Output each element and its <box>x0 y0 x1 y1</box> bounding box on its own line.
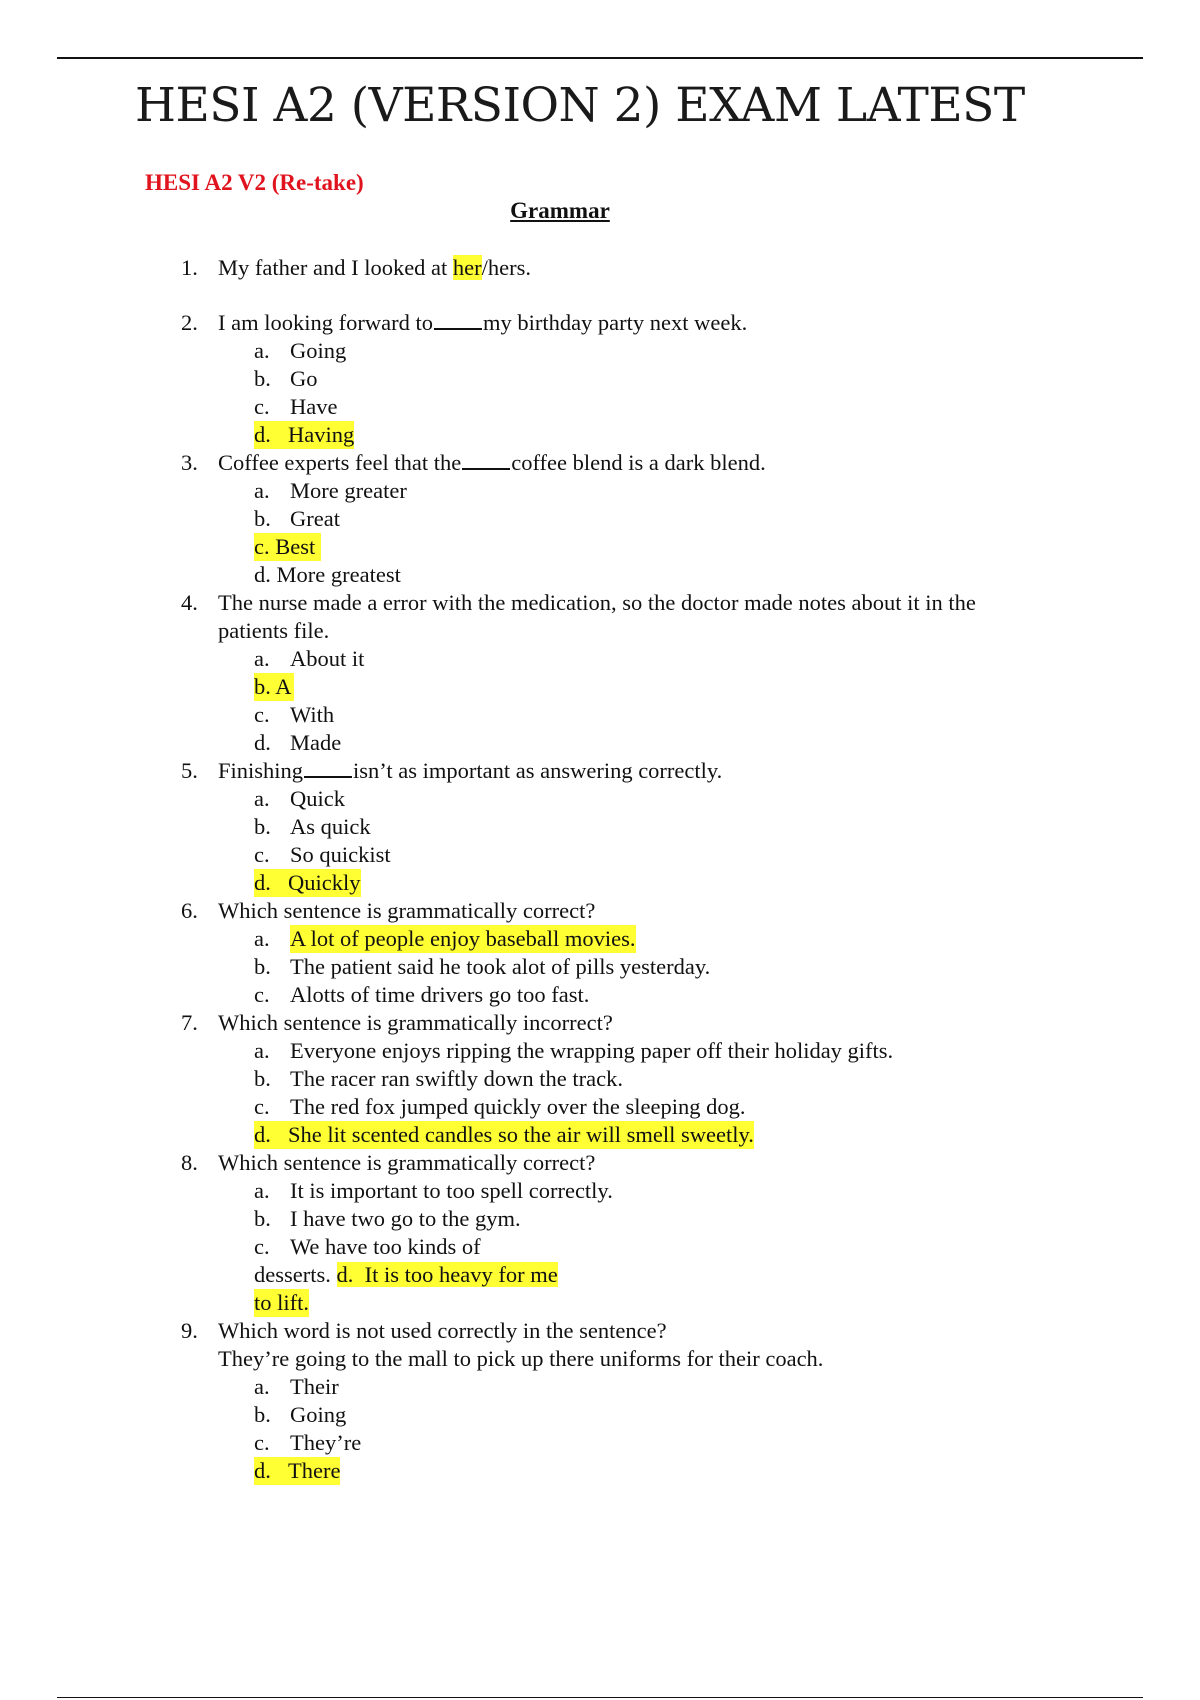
correct-option <box>254 533 321 561</box>
option-text: They’re <box>290 1430 362 1455</box>
question-number: 8. <box>181 1150 198 1175</box>
option-text: Quickly <box>288 870 361 895</box>
option-letter: d. <box>254 869 290 897</box>
option-text: A <box>275 674 292 699</box>
option-letter: a. <box>254 338 270 363</box>
question-text-end: /hers. <box>481 255 532 280</box>
option-letter: c. <box>254 1234 270 1259</box>
option-text: Alotts of time drivers go too fast. <box>290 982 590 1007</box>
option-letter: d. <box>336 1262 354 1287</box>
wrapped-text <box>254 1261 558 1289</box>
section-heading: Grammar <box>510 198 610 223</box>
question-text-end: isn’t as important as answering correctly. <box>353 758 723 783</box>
option-letter: c. <box>254 1094 270 1119</box>
question-number: 6. <box>181 898 198 923</box>
option-text: Going <box>290 338 347 363</box>
question-text-end: my birthday party next week. <box>482 310 748 335</box>
option-text: It is too heavy for me <box>364 1262 558 1287</box>
option-text: The racer ran swiftly down the track. <box>290 1066 623 1091</box>
option-letter: b. <box>254 506 271 531</box>
option-letter: b. <box>254 814 271 839</box>
question-text-start: I am looking forward to <box>218 310 433 335</box>
document-subtitle: HESI A2 V2 (Re-take) <box>145 170 364 195</box>
correct-option <box>254 673 294 701</box>
option-letter: c. <box>254 702 270 727</box>
question-text-end: coffee blend is a dark blend. <box>511 450 766 475</box>
option-text-continued: to lift. <box>254 1290 309 1315</box>
question-number: 1. <box>181 255 198 280</box>
question-number: 7. <box>181 1010 198 1035</box>
option-letter: d. <box>254 730 271 755</box>
option-letter: b. <box>254 954 271 979</box>
option-letter: b. <box>254 1066 271 1091</box>
option-letter: b. <box>254 1206 271 1231</box>
question-text <box>218 449 766 477</box>
question-text: patients file. <box>218 618 330 643</box>
option-letter: a. <box>254 1178 270 1203</box>
option-text: Quick <box>290 786 345 811</box>
option-letter: c. <box>254 842 270 867</box>
option-inline <box>254 561 401 589</box>
question-text <box>218 757 722 785</box>
option-text: Everyone enjoys ripping the wrapping paper off their holiday gifts. <box>290 1038 894 1063</box>
option-letter: b. <box>254 674 271 699</box>
question-text: Which sentence is grammatically incorrect? <box>218 1010 613 1035</box>
option-text: Have <box>290 394 338 419</box>
option-text: More greatest <box>276 562 401 587</box>
option-text: As quick <box>290 814 371 839</box>
option-text: Their <box>290 1374 339 1399</box>
option-text: There <box>288 1458 341 1483</box>
option-letter: d. <box>254 1121 290 1149</box>
option-text: Best <box>275 534 316 559</box>
option-text: It is important to too spell correctly. <box>290 1178 613 1203</box>
option-text: With <box>290 702 335 727</box>
option-letter: a. <box>254 926 270 951</box>
option-letter: d. <box>254 1457 290 1485</box>
option-text: Going <box>290 1402 347 1427</box>
document-title: HESI A2 (VERSION 2) EXAM LATEST <box>135 78 1025 133</box>
option-text: I have two go to the gym. <box>290 1206 521 1231</box>
question-text <box>218 254 531 282</box>
option-letter: a. <box>254 478 270 503</box>
question-text: The nurse made a error with the medication, so the doctor made notes about it in the <box>218 590 976 615</box>
option-letter: a. <box>254 1038 270 1063</box>
question-number: 5. <box>181 758 198 783</box>
option-text: A lot of people enjoy baseball movies. <box>290 926 636 951</box>
question-number: 3. <box>181 450 198 475</box>
question-text <box>218 309 747 337</box>
question-text-start: Finishing <box>218 758 304 783</box>
answer-blank <box>304 758 352 778</box>
option-text: The red fox jumped quickly over the sleeping dog. <box>290 1094 746 1119</box>
question-text-start: My father and I looked at <box>218 255 453 280</box>
question-text: Which word is not used correctly in the sentence? <box>218 1318 667 1343</box>
question-number: 4. <box>181 590 198 615</box>
option-letter: a. <box>254 1374 270 1399</box>
option-text-continued: desserts. <box>254 1262 331 1287</box>
option-letter: a. <box>254 646 270 671</box>
option-text: Having <box>288 422 355 447</box>
option-text: About it <box>290 646 365 671</box>
option-letter: d. <box>254 421 290 449</box>
question-number: 9. <box>181 1318 198 1343</box>
question-text-start: Coffee experts feel that the <box>218 450 462 475</box>
option-letter: b. <box>254 366 271 391</box>
question-text: Which sentence is grammatically correct? <box>218 1150 596 1175</box>
answer-blank <box>434 310 482 330</box>
question-sentence: They’re going to the mall to pick up there uniforms for their coach. <box>218 1346 824 1371</box>
question-number: 2. <box>181 310 198 335</box>
option-letter: c. <box>254 1430 270 1455</box>
option-text: So quickist <box>290 842 391 867</box>
option-letter: c. <box>254 982 270 1007</box>
answer-blank <box>462 450 510 470</box>
question-text: Which sentence is grammatically correct? <box>218 898 596 923</box>
correct-option <box>337 1262 558 1287</box>
option-text: More greater <box>290 478 407 503</box>
highlighted-answer: her <box>452 255 482 280</box>
option-text: Go <box>290 366 318 391</box>
option-letter: c. <box>254 534 270 559</box>
option-letter: c. <box>254 394 270 419</box>
option-text: We have too kinds of <box>290 1234 481 1259</box>
option-letter: a. <box>254 786 270 811</box>
option-letter: b. <box>254 1402 271 1427</box>
option-text: The patient said he took alot of pills yesterday. <box>290 954 711 979</box>
option-text: Made <box>290 730 342 755</box>
option-letter: d. <box>254 562 271 587</box>
option-text: Great <box>290 506 340 531</box>
option-text: She lit scented candles so the air will smell sweetly. <box>288 1122 754 1147</box>
